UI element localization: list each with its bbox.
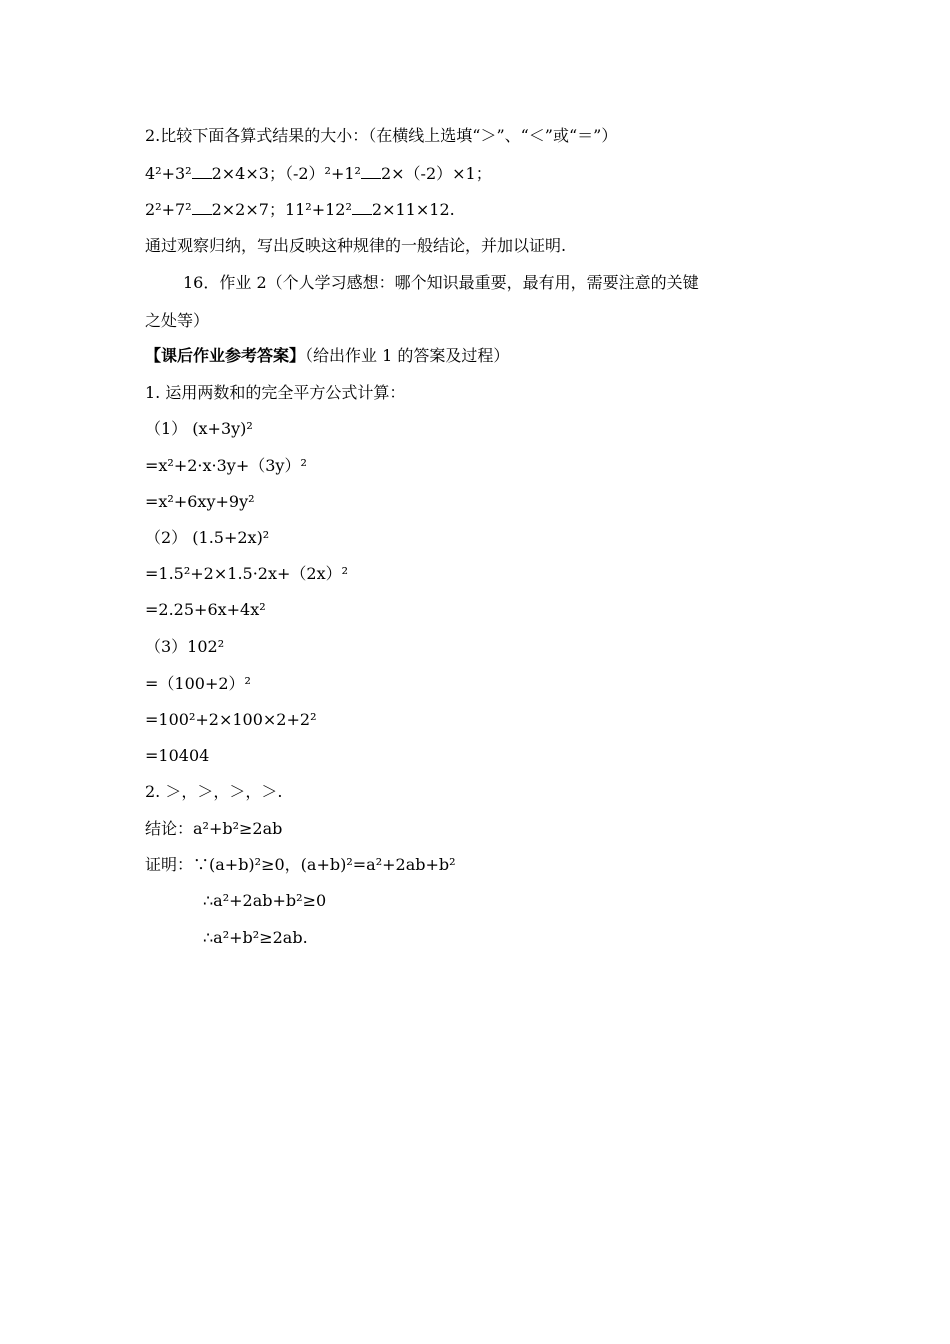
answer-1-title: 1. 运用两数和的完全平方公式计算：	[145, 383, 406, 402]
question-16-line-2: 之处等）	[145, 311, 210, 330]
row-1-expression-c: 2×（-2）×1；	[380, 164, 492, 183]
answer-1-3-problem: （3）102²	[145, 637, 225, 656]
question-2-row-1	[145, 164, 492, 184]
answer-1-3-step-3: =10404	[145, 746, 210, 765]
question-2-instruction: 通过观察归纳，写出反映这种规律的一般结论，并加以证明.	[145, 236, 567, 255]
answer-blank[interactable]	[192, 200, 212, 215]
row-2-expression-a: 2²+7²	[145, 200, 192, 219]
row-2-expression-b: 2×2×7；11²+12²	[211, 200, 352, 219]
question-16-line-1: 16．作业 2（个人学习感想：哪个知识最重要，最有用，需要注意的关键	[183, 273, 699, 292]
row-1-expression-a: 4²+3²	[145, 164, 192, 183]
row-2-expression-c: 2×11×12.	[371, 200, 455, 219]
answer-1-1-problem: （1） (x+3y)²	[145, 419, 253, 438]
answer-blank[interactable]	[361, 164, 381, 179]
answer-1-1-step-2: =x²+6xy+9y²	[145, 492, 255, 511]
answer-1-1-step-1: =x²+2·x·3y+（3y）²	[145, 456, 307, 475]
answer-1-3-step-1: =（100+2）²	[145, 674, 251, 693]
answers-heading-bold: 【课后作业参考答案】	[145, 346, 306, 365]
answer-conclusion: 结论：a²+b²≥2ab	[145, 819, 283, 838]
answer-1-2-step-2: =2.25+6x+4x²	[145, 600, 266, 619]
answer-1-2-step-1: =1.5²+2×1.5·2x+（2x）²	[145, 564, 349, 583]
proof-line-1: 证明：∵(a+b)²≥0，(a+b)²=a²+2ab+b²	[145, 855, 456, 874]
answers-heading-note: （给出作业 1 的答案及过程）	[305, 346, 510, 365]
row-1-expression-b: 2×4×3；（-2）²+1²	[211, 164, 361, 183]
proof-line-3: ∴a²+b²≥2ab.	[203, 928, 308, 947]
question-2-row-2	[145, 200, 455, 220]
answer-2: 2. ＞，＞，＞，＞.	[145, 782, 283, 801]
question-2-title: 2.比较下面各算式结果的大小：（在横线上选填“＞”、“＜”或“＝”）	[145, 126, 618, 145]
proof-line-2: ∴a²+2ab+b²≥0	[203, 891, 327, 910]
answer-1-2-problem: （2） (1.5+2x)²	[145, 528, 270, 547]
answer-blank[interactable]	[352, 200, 372, 215]
answers-heading	[145, 346, 509, 366]
answer-blank[interactable]	[192, 164, 212, 179]
answer-1-3-step-2: =100²+2×100×2+2²	[145, 710, 317, 729]
